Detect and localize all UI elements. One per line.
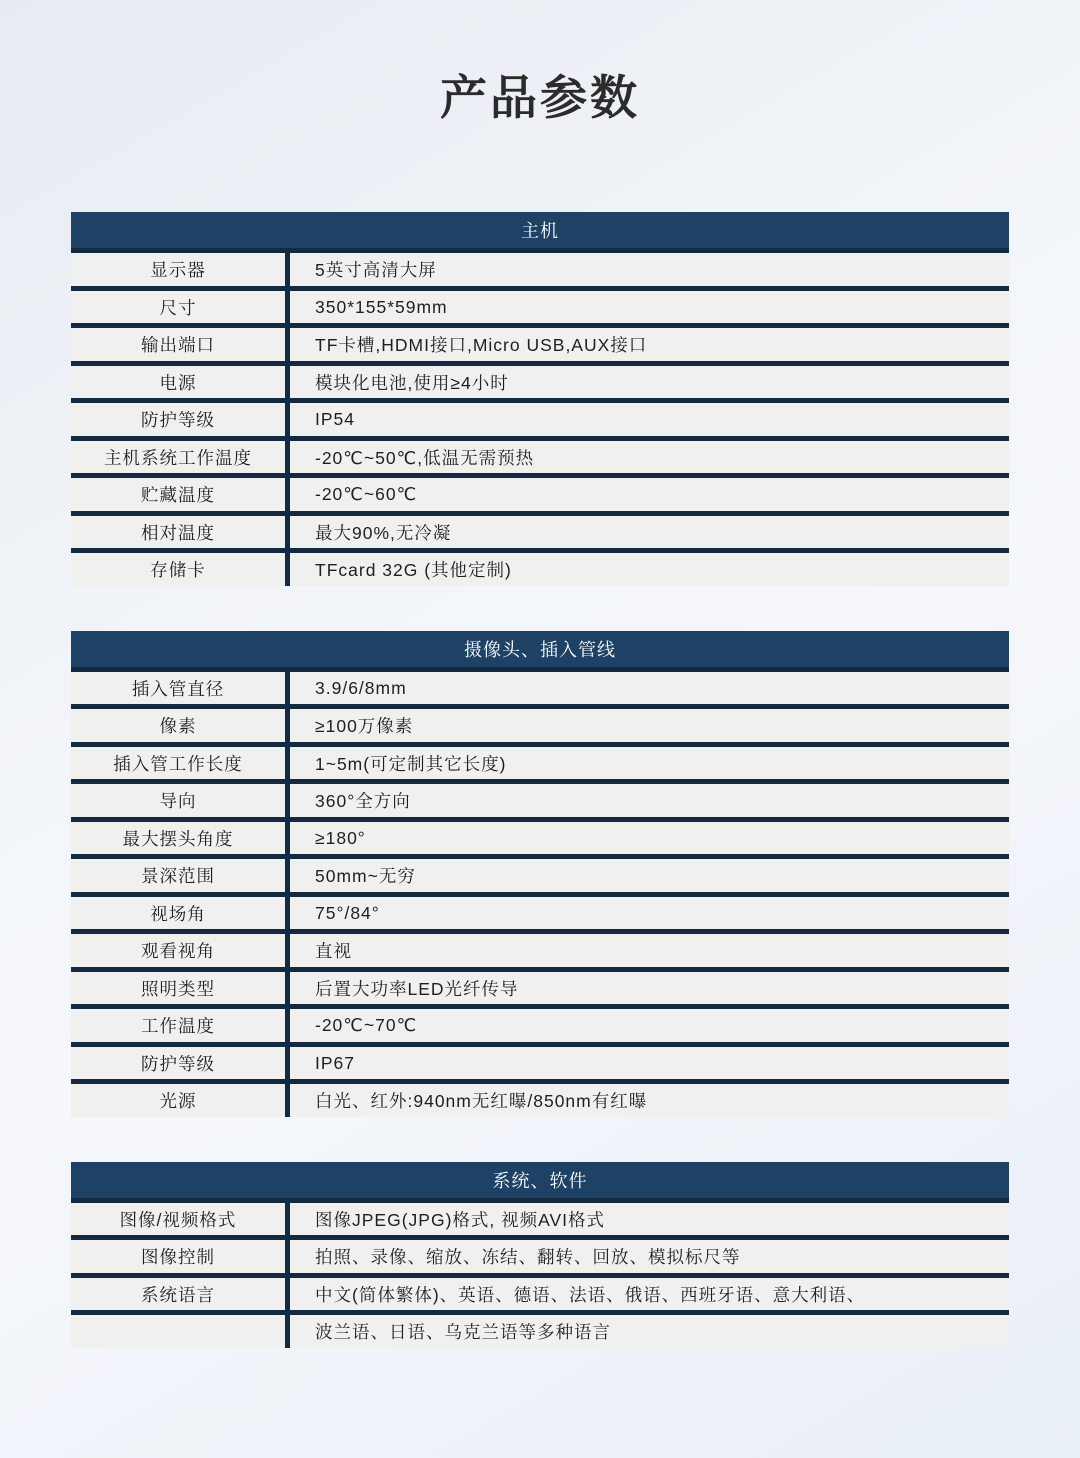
spec-value: 75°/84° [315,902,380,923]
table-row [71,817,1009,855]
spec-label: 工作温度 [141,1016,215,1037]
spec-value: 中文(简体繁体)、英语、德语、法语、俄语、西班牙语、意大利语、 [315,1284,866,1305]
table-row [71,704,1009,742]
table-row [71,667,1009,705]
spec-value: TF卡槽,HDMI接口,Micro USB,AUX接口 [315,335,648,356]
spec-value: 模块化电池,使用≥4小时 [315,372,509,393]
spec-value: 5英寸高清大屏 [315,260,437,281]
table-row [71,967,1009,1005]
spec-value: 图像JPEG(JPG)格式, 视频AVI格式 [315,1209,606,1230]
spec-table-1 [71,631,1009,1117]
table-row [71,473,1009,511]
table-row [71,286,1009,324]
spec-value: ≥180° [315,827,366,848]
spec-value: -20℃~50℃,低温无需预热 [315,447,535,468]
spec-label [71,1315,285,1348]
table-section-header: 系统、软件 [71,1162,1009,1198]
table-row [71,1273,1009,1311]
spec-label: 显示器 [150,260,206,281]
spec-label: 防护等级 [141,410,215,431]
table-row [71,892,1009,930]
spec-value: ≥100万像素 [315,716,414,737]
spec-value: IP67 [315,1052,355,1073]
spec-value: 波兰语、日语、乌克兰语等多种语言 [315,1322,611,1343]
table-row [71,1079,1009,1117]
table-row [71,929,1009,967]
spec-label: 视场角 [150,903,206,924]
spec-label: 插入管直径 [131,678,225,699]
spec-label: 图像控制 [141,1247,215,1268]
spec-label: 尺寸 [159,297,197,318]
spec-label: 防护等级 [141,1053,215,1074]
spec-value: 最大90%,无冷凝 [315,522,452,543]
spec-value: 3.9/6/8mm [315,677,407,698]
spec-label: 像素 [159,716,197,737]
spec-value: 白光、红外:940nm无红曝/850nm有红曝 [315,1091,648,1112]
spec-label: 景深范围 [141,866,215,887]
table-row [71,1198,1009,1236]
spec-label: 最大摆头角度 [122,828,234,849]
spec-table-0 [71,212,1009,586]
tables-container [71,212,1009,1348]
spec-value: TFcard 32G (其他定制) [315,560,512,581]
spec-label: 导向 [159,791,197,812]
spec-label: 插入管工作长度 [113,753,243,774]
spec-label: 系统语言 [141,1284,215,1305]
spec-label: 光源 [159,1091,197,1112]
table-row [71,511,1009,549]
spec-value: IP54 [315,409,355,430]
table-row [71,742,1009,780]
table-row [71,436,1009,474]
table-row [71,1004,1009,1042]
spec-value: 拍照、录像、缩放、冻结、翻转、回放、模拟标尺等 [315,1247,741,1268]
spec-value: -20℃~70℃ [315,1015,418,1036]
spec-label: 照明类型 [141,978,215,999]
page-title: 产品参数 [440,71,640,124]
table-row [71,854,1009,892]
spec-value: 1~5m(可定制其它长度) [315,753,507,774]
spec-label: 图像/视频格式 [119,1209,237,1230]
spec-label: 电源 [159,372,197,393]
spec-label: 输出端口 [141,335,215,356]
spec-label: 存储卡 [150,560,206,581]
table-row [71,323,1009,361]
table-row [71,548,1009,586]
spec-label: 观看视角 [141,941,215,962]
table-row [71,1042,1009,1080]
table-row [71,248,1009,286]
spec-label: 贮藏温度 [141,485,215,506]
spec-value: -20℃~60℃ [315,484,418,505]
table-row [71,398,1009,436]
spec-value: 350*155*59mm [315,296,448,317]
table-section-header: 摄像头、插入管线 [71,631,1009,667]
spec-label: 相对温度 [141,522,215,543]
table-row [71,361,1009,399]
spec-table-2 [71,1162,1009,1348]
table-row [71,1310,1009,1348]
spec-value: 直视 [315,941,352,962]
table-row [71,1235,1009,1273]
spec-value: 后置大功率LED光纤传导 [315,978,519,999]
spec-value: 360°全方向 [315,791,411,812]
table-section-header: 主机 [71,212,1009,248]
spec-value: 50mm~无穷 [315,866,416,887]
spec-label: 主机系统工作温度 [104,447,252,468]
table-row [71,779,1009,817]
